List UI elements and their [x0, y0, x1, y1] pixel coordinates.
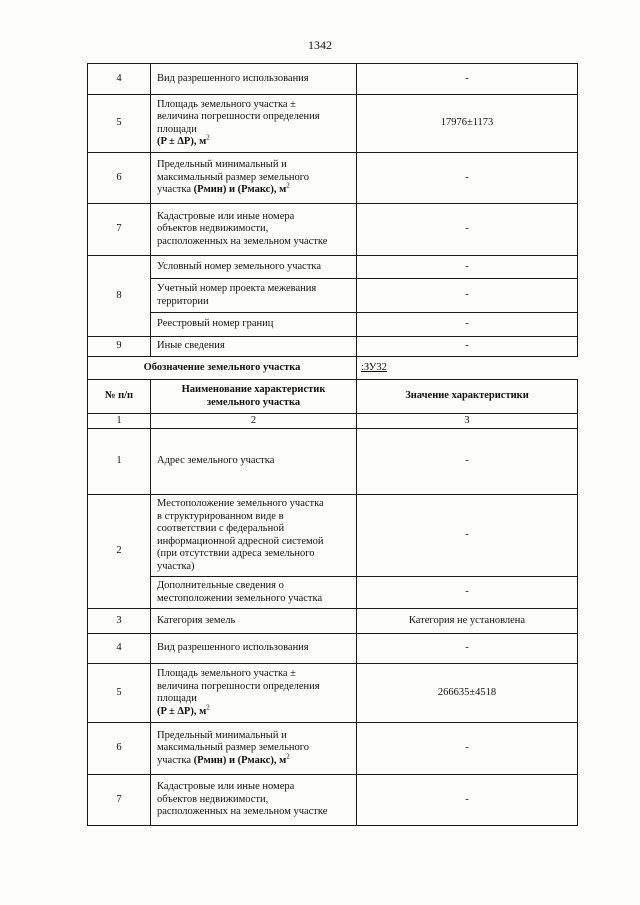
- row-number: 9: [87, 336, 151, 357]
- characteristic-name: Площадь земельного участка ± величина погрешности определения площади (P ± ΔP), $м^2$: [150, 94, 357, 153]
- row-number: 5: [87, 663, 151, 723]
- row-number: 4: [87, 633, 151, 664]
- characteristic-value: -: [356, 428, 578, 495]
- row-number: 6: [87, 152, 151, 204]
- characteristic-value: -: [356, 336, 578, 357]
- column-index: 1: [87, 413, 151, 429]
- characteristic-value: Категория не установлена: [356, 608, 578, 634]
- characteristic-name: Категория земель: [150, 608, 357, 634]
- plot-designation-code: :ЗУ32: [356, 356, 578, 380]
- row-number: 3: [87, 608, 151, 634]
- row-number: 2: [87, 494, 151, 609]
- characteristic-value: -: [356, 774, 578, 826]
- characteristic-name: Адрес земельного участка: [150, 428, 357, 495]
- characteristic-value: -: [356, 152, 578, 204]
- characteristic-name: Условный номер земельного участка: [150, 255, 357, 279]
- plot-designation-label: Обозначение земельного участка: [87, 356, 357, 380]
- row-number: 6: [87, 722, 151, 775]
- characteristic-value: -: [356, 722, 578, 775]
- row-number: 4: [87, 63, 151, 95]
- characteristic-value: -: [356, 633, 578, 664]
- characteristic-value: -: [356, 312, 578, 337]
- characteristic-value: -: [356, 494, 578, 577]
- characteristic-value: -: [356, 576, 578, 609]
- column-index: 3: [356, 413, 578, 429]
- characteristic-name: Реестровый номер границ: [150, 312, 357, 337]
- characteristic-name: Местоположение земельного участка в структурированном виде в соответствии с федеральной информационной адресной системой (при отсутствии адреса земельного участка): [150, 494, 357, 577]
- characteristic-name: Кадастровые или иные номера объектов недвижимости, расположенных на земельном участке: [150, 774, 357, 826]
- characteristic-name: Вид разрешенного использования: [150, 633, 357, 664]
- characteristic-name: Кадастровые или иные номера объектов недвижимости, расположенных на земельном участке: [150, 203, 357, 256]
- page-number: 1342: [308, 38, 332, 52]
- row-number: 1: [87, 428, 151, 495]
- row-number: 7: [87, 203, 151, 256]
- characteristic-value: -: [356, 255, 578, 279]
- characteristic-name: Учетный номер проекта межевания территории: [150, 278, 357, 313]
- characteristic-name: Иные сведения: [150, 336, 357, 357]
- characteristic-value: -: [356, 278, 578, 313]
- characteristic-name: Предельный минимальный и максимальный размер земельного участка (Рмин) и (Рмакс), $м^2$: [150, 152, 357, 204]
- characteristic-name: Предельный минимальный и максимальный размер земельного участка (Рмин) и (Рмакс), $м^2$: [150, 722, 357, 775]
- header-number: № п/п: [87, 379, 151, 414]
- row-number: 8: [87, 255, 151, 337]
- characteristic-name: Вид разрешенного использования: [150, 63, 357, 95]
- header-value: Значение характеристики: [356, 379, 578, 414]
- characteristic-value: 266635±4518: [356, 663, 578, 723]
- characteristic-value: -: [356, 63, 578, 95]
- characteristic-name: Площадь земельного участка ± величина погрешности определения площади (P ± ΔP), $м^2$: [150, 663, 357, 723]
- row-number: 7: [87, 774, 151, 826]
- characteristic-value: -: [356, 203, 578, 256]
- column-index: 2: [150, 413, 357, 429]
- row-number: 5: [87, 94, 151, 153]
- characteristic-value: 17976±1173: [356, 94, 578, 153]
- header-name: Наименование характеристик земельного участка: [150, 379, 357, 414]
- characteristic-name: Дополнительные сведения о местоположении земельного участка: [150, 576, 357, 609]
